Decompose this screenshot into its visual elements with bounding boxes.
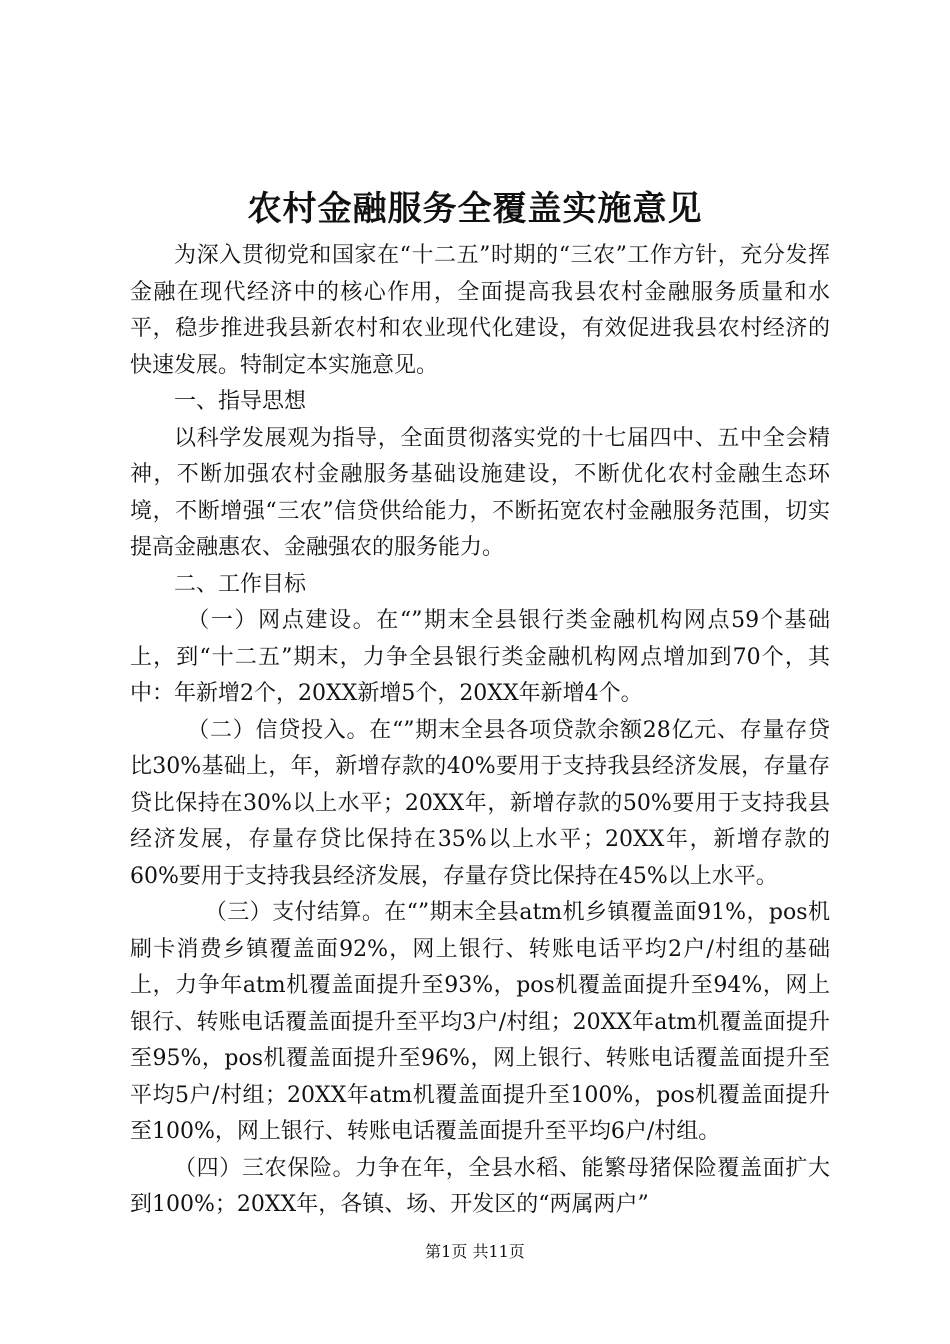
goal-branch-construction: （一）网点建设。在“”期末全县银行类金融机构网点59个基础上，到“十二五”期末，力争全县银行类金融机构网点增加到70个，其中：年新增2个，20XX新增5个，20XX年新增4个。 <box>130 608 830 706</box>
goal-payment-settlement: （三）支付结算。在“”期末全县atm机乡镇覆盖面91%，pos机刷卡消费乡镇覆盖面92%，网上银行、转账电话平均2户/村组的基础上，力争年atm机覆盖面提升至93%，pos机覆盖面提升至94%，网上银行、转账电话覆盖面提升至平均3户/村组；20XX年atm机覆盖面提升至95%，pos机覆盖面提升至96%，网上银行、转账电话覆盖面提升至平均5户/村组；20XX年atm机覆盖面提升至100%，pos机覆盖面提升至100%，网上银行、转账电话覆盖面提升至平均6户/村组。 <box>130 900 830 1144</box>
page-number: 第1页 共11页 <box>425 1242 525 1261</box>
section-heading-guiding-thought: 一、指导思想 <box>174 389 307 414</box>
goal-credit-investment: （二）信贷投入。在“”期末全县各项贷款余额28亿元、存量存贷比30%基础上，年，新增存款的40%要用于支持我县经济发展，存量存贷比保持在30%以上水平；20XX年，新增存款的50%要用于支持我县经济发展，存量存贷比保持在35%以上水平；20XX年，新增存款的60%要用于支持我县经济发展，存量存贷比保持在45%以上水平。 <box>130 717 830 889</box>
guiding-thought-paragraph: 以科学发展观为指导，全面贯彻落实党的十七届四中、五中全会精神，不断加强农村金融服务基础设施建设，不断优化农村金融生态环境，不断增强“三农”信贷供给能力，不断拓宽农村金融服务范围，切实提高金融惠农、金融强农的服务能力。 <box>130 425 830 560</box>
intro-paragraph: 为深入贯彻党和国家在“十二五”时期的“三农”工作方针，充分发挥金融在现代经济中的核心作用，全面提高我县农村金融服务质量和水平，稳步推进我县新农村和农业现代化建设，有效促进我县农村经济的快速发展。特制定本实施意见。 <box>130 243 830 378</box>
document-title: 农村金融服务全覆盖实施意见 <box>247 189 703 229</box>
document-body <box>130 238 830 1224</box>
section-heading-work-goals: 二、工作目标 <box>174 571 307 597</box>
goal-agricultural-insurance: （四）三农保险。力争在年，全县水稻、能繁母猪保险覆盖面扩大到100%；20XX年，各镇、场、开发区的“两属两户” <box>130 1155 830 1217</box>
